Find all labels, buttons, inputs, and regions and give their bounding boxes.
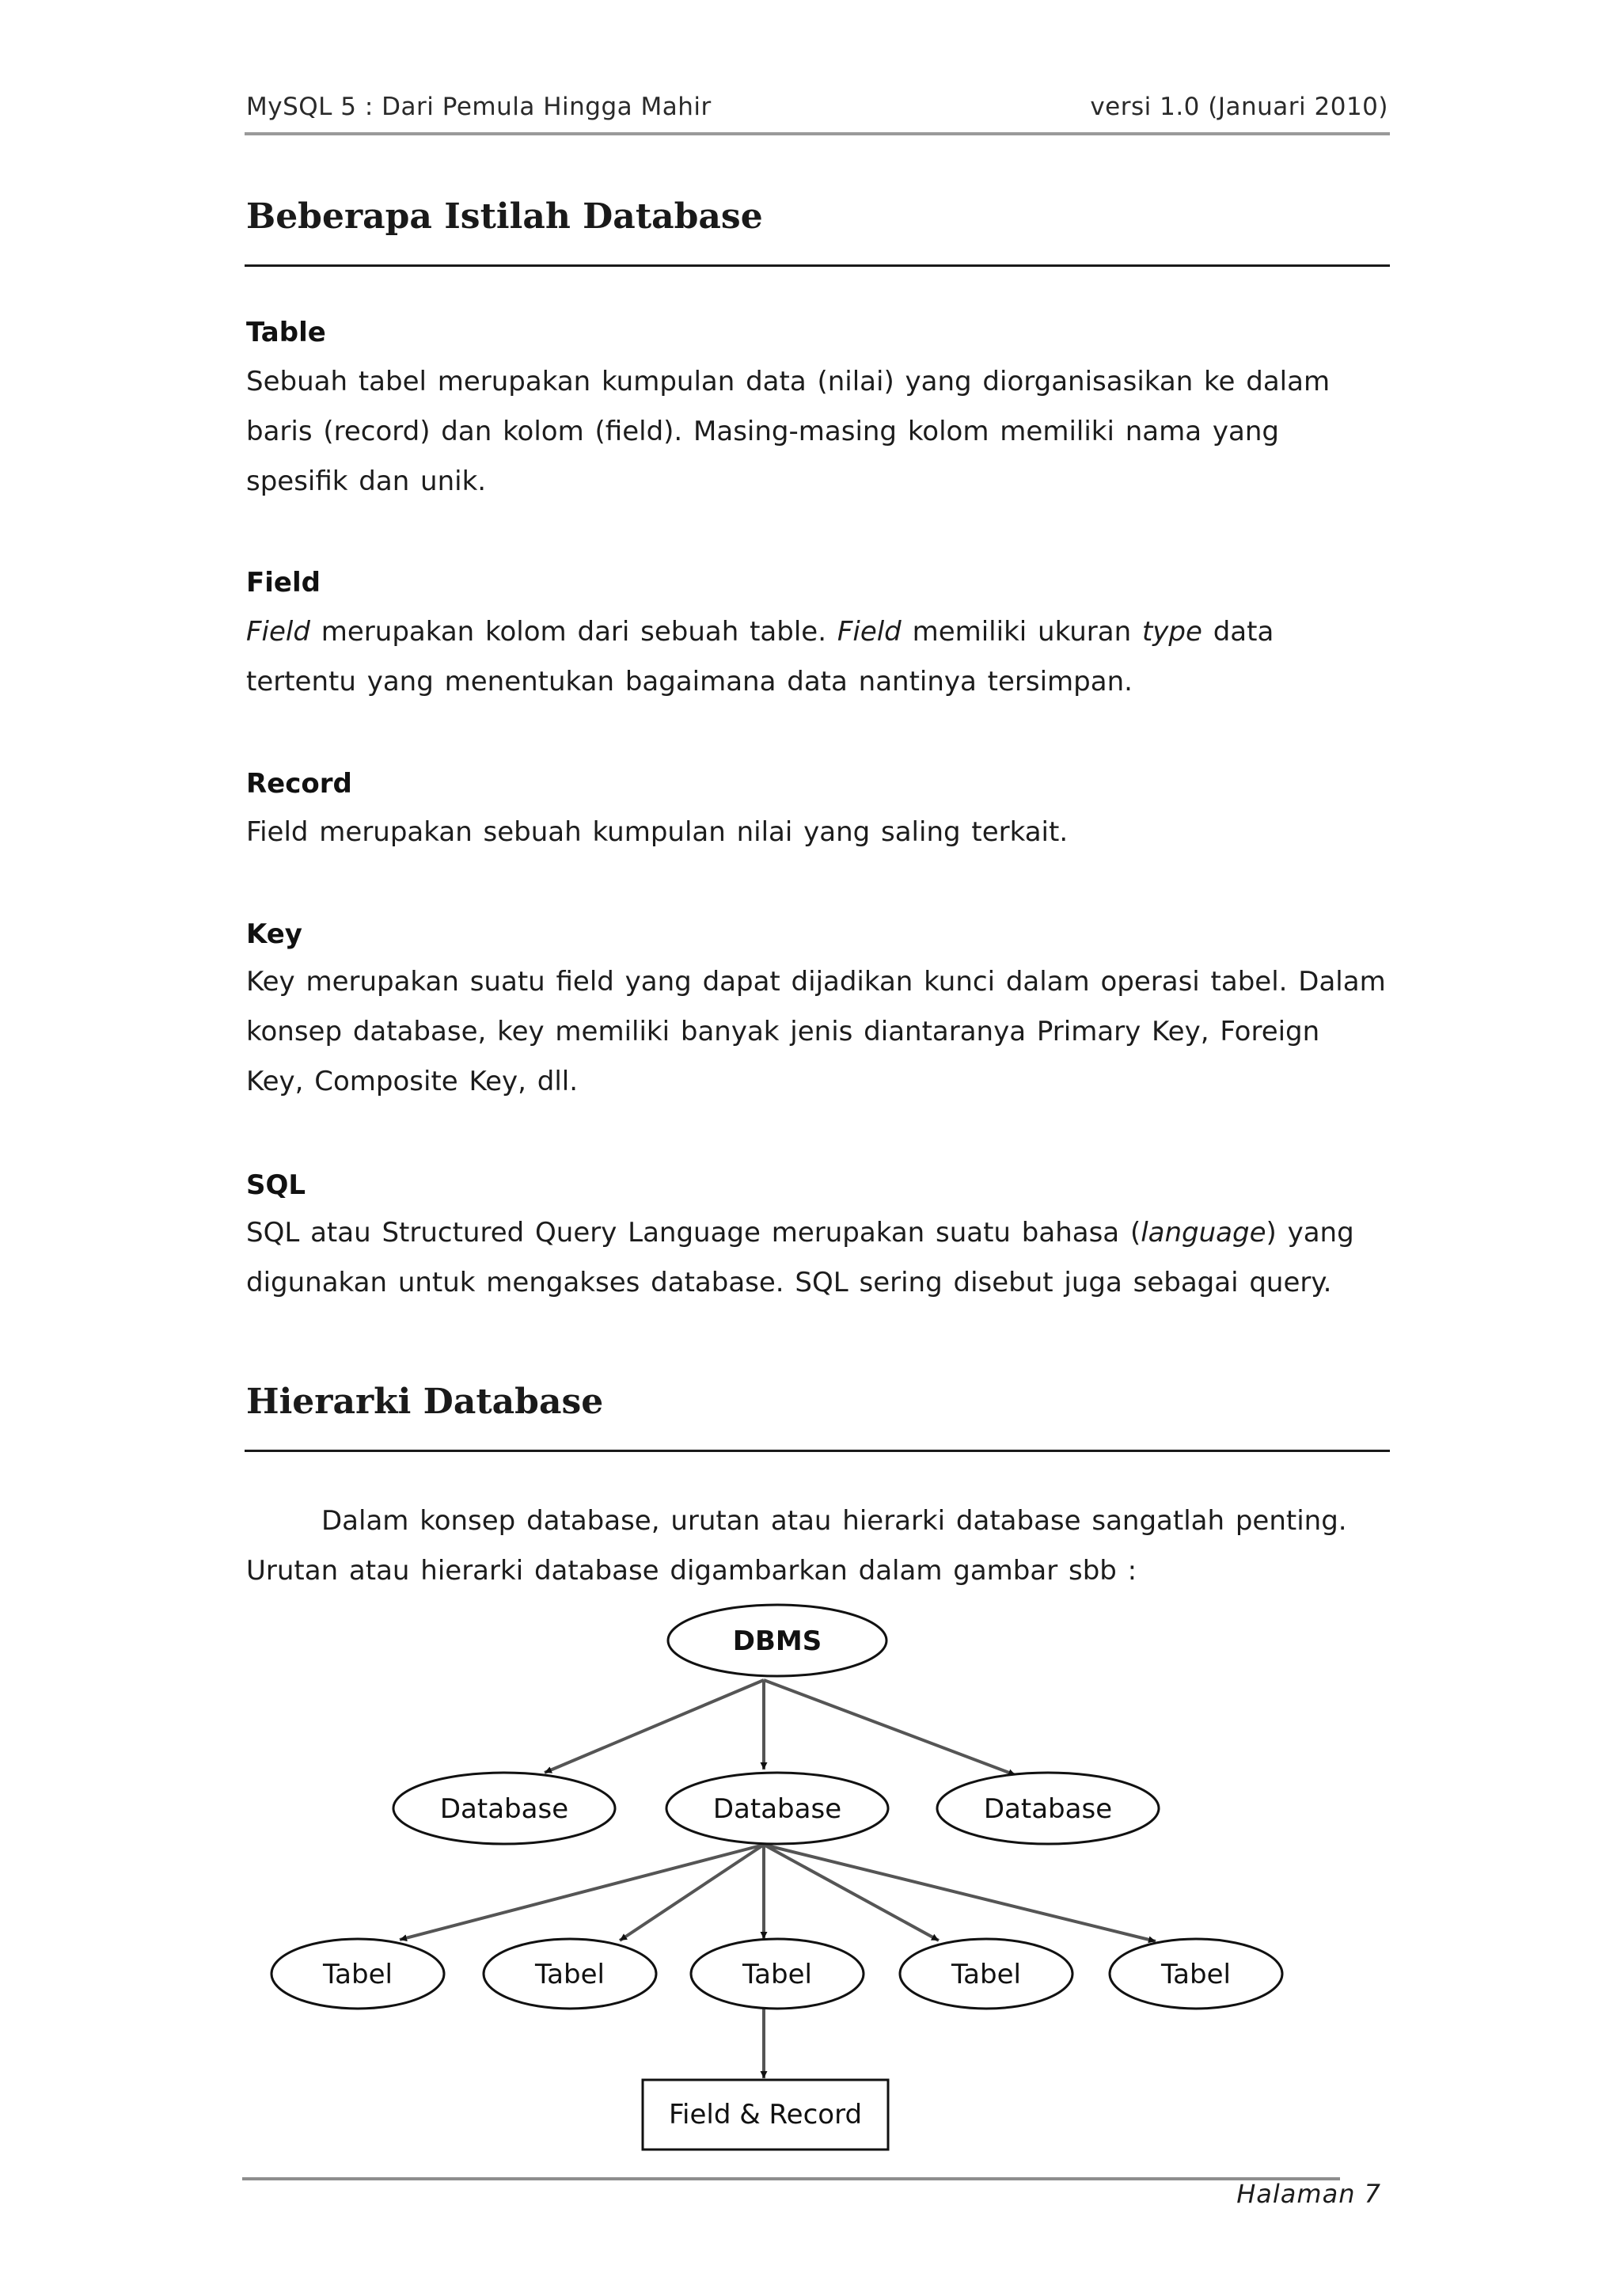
edge-dbms-db3 bbox=[764, 1680, 1015, 1775]
term-key-text: Key merupakan suatu field yang dapat dijadikan kunci dalam operasi tabel. Dalam konsep database, key memiliki banyak jenis diantaranya Primary Key, Foreign Key, Composite Key, dll. bbox=[246, 966, 1386, 1097]
term-sql: SQL bbox=[246, 1169, 306, 1201]
node-database-2-label: Database bbox=[712, 1793, 842, 1825]
term-field-text-3: data tertentu yang menentukan bagaimana data nantinya tersimpan. bbox=[246, 616, 1274, 698]
term-field-text bbox=[246, 607, 1386, 707]
node-tabel-3-label: Tabel bbox=[742, 1959, 812, 1990]
page-header-right: versi 1.0 (Januari 2010) bbox=[1090, 93, 1388, 121]
footer-rule bbox=[242, 2177, 1340, 2180]
term-field-italic-2: Field bbox=[837, 616, 902, 648]
node-tabel-4 bbox=[900, 1939, 1072, 2009]
diagram-edges bbox=[400, 1680, 1156, 2078]
node-tabel-4-label: Tabel bbox=[951, 1959, 1021, 1990]
edge-db2-t2 bbox=[620, 1845, 764, 1941]
node-tabel-2 bbox=[484, 1939, 656, 2009]
hierarki-intro: Dalam konsep database, urutan atau hierarki database sangatlah penting. Urutan atau hierarki database digambarkan dalam gambar sbb : bbox=[246, 1505, 1347, 1587]
node-database-1 bbox=[393, 1773, 615, 1844]
node-database-3 bbox=[937, 1773, 1159, 1844]
node-tabel-5 bbox=[1110, 1939, 1282, 2009]
node-dbms bbox=[668, 1605, 886, 1676]
term-field: Field bbox=[246, 567, 321, 599]
term-field-italic-1: Field bbox=[246, 616, 310, 648]
term-table: Table bbox=[246, 317, 326, 348]
section-rule bbox=[245, 1450, 1390, 1452]
node-field-record-label: Field & Record bbox=[668, 2099, 863, 2131]
header-rule bbox=[245, 132, 1390, 135]
node-database-1-label: Database bbox=[439, 1793, 569, 1825]
page-header-left: MySQL 5 : Dari Pemula Hingga Mahir bbox=[246, 93, 712, 121]
term-field-italic-type: type bbox=[1141, 616, 1202, 648]
term-field-text-1: merupakan kolom dari sebuah table. bbox=[309, 616, 837, 648]
term-record-text: Field merupakan sebuah kumpulan nilai yang saling terkait. bbox=[246, 816, 1069, 848]
edge-db2-t1 bbox=[400, 1845, 764, 1940]
node-tabel-1-label: Tabel bbox=[323, 1959, 393, 1990]
node-database-2 bbox=[666, 1773, 888, 1844]
node-database-3-label: Database bbox=[983, 1793, 1113, 1825]
section-title-istilah: Beberapa Istilah Database bbox=[246, 196, 763, 237]
page-number: Halaman 7 bbox=[1236, 2179, 1381, 2209]
term-field-text-2: memiliki ukuran bbox=[901, 616, 1142, 648]
node-tabel-5-label: Tabel bbox=[1161, 1959, 1231, 1990]
section-title-hierarki: Hierarki Database bbox=[246, 1382, 604, 1422]
node-field-record bbox=[643, 2080, 888, 2150]
term-sql-italic-language: language bbox=[1141, 1217, 1266, 1249]
edge-db2-t4 bbox=[764, 1845, 939, 1941]
term-sql-text bbox=[246, 1208, 1386, 1308]
hierarchy-diagram bbox=[0, 1599, 1621, 2169]
node-tabel-3 bbox=[691, 1939, 864, 2009]
term-table-text: Sebuah tabel merupakan kumpulan data (nilai) yang diorganisasikan ke dalam baris (record) dan kolom (field). Masing-masing kolom memiliki nama yang spesifik dan unik. bbox=[246, 366, 1331, 497]
node-tabel-1 bbox=[271, 1939, 444, 2009]
edge-db2-t5 bbox=[764, 1845, 1156, 1941]
section-rule bbox=[245, 264, 1390, 267]
term-key: Key bbox=[246, 918, 302, 950]
term-record: Record bbox=[246, 768, 352, 800]
term-sql-text-2: ) yang digunakan untuk mengakses database. SQL sering disebut juga sebagai query. bbox=[246, 1217, 1354, 1298]
edge-dbms-db1 bbox=[545, 1680, 764, 1773]
node-dbms-label: DBMS bbox=[732, 1625, 822, 1657]
term-sql-text-1: SQL atau Structured Query Language merupakan suatu bahasa ( bbox=[246, 1217, 1141, 1249]
node-tabel-2-label: Tabel bbox=[535, 1959, 605, 1990]
